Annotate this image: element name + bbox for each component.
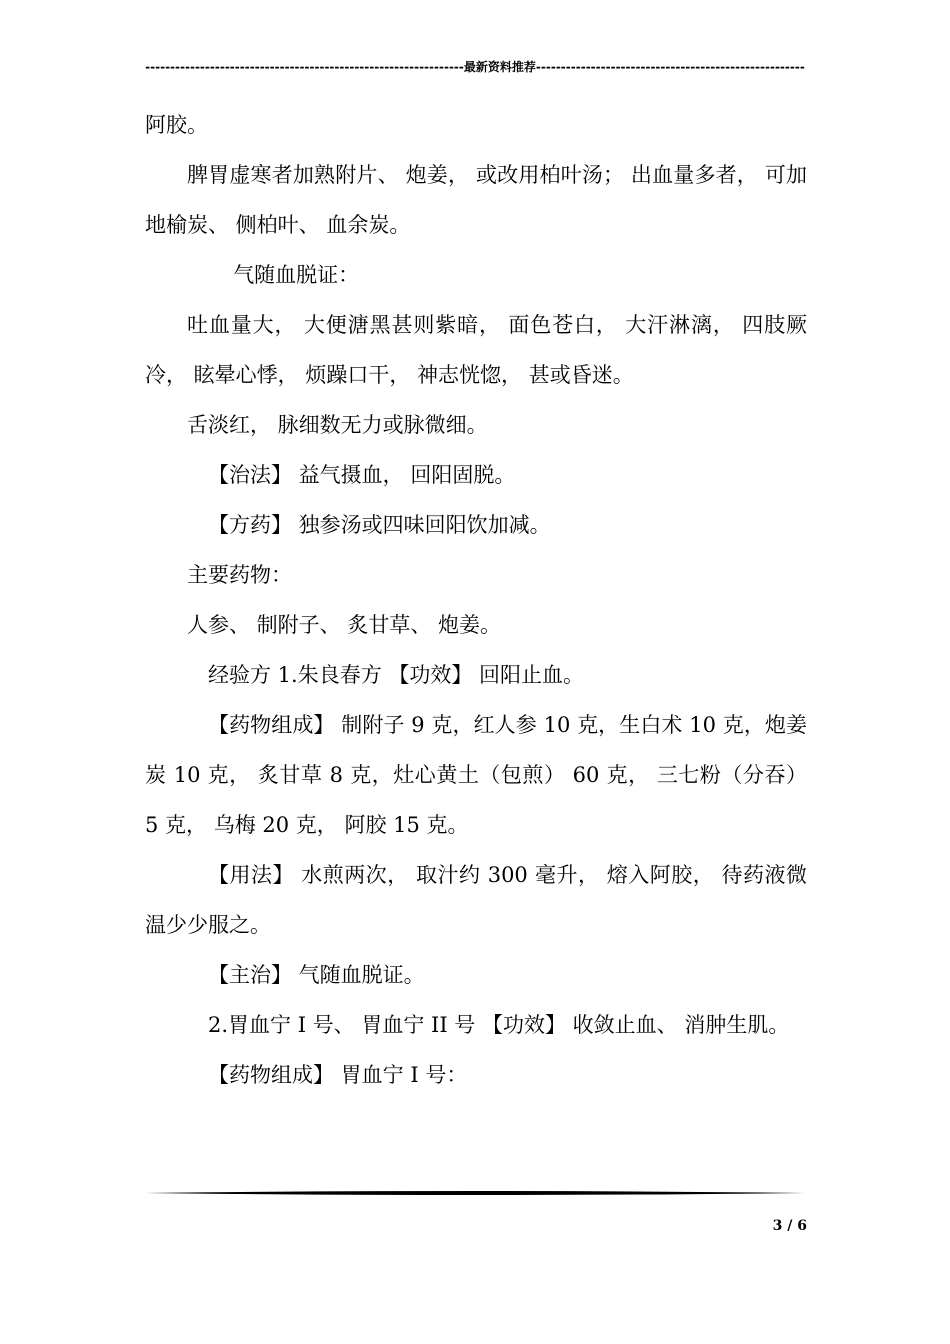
paragraph-drug-composition-1: 【药物组成】 制附子 9 克，红人参 10 克，生白术 10 克，炮姜炭 10 克， 炙甘草 8 克，灶心黄土（包煎） 60 克， 三七粉（分吞） 5 克， 乌梅 20 克， 阿胶 15 克。 — [145, 713, 807, 837]
section-heading-qi-sui-xue-tuo: 气随血脱证： — [233, 263, 360, 287]
paragraph-main-drugs-label: 主要药物： — [187, 563, 292, 587]
paragraph-usage: 【用法】 水煎两次， 取汁约 300 毫升， 熔入阿胶， 待药液微温少少服之。 — [145, 863, 807, 937]
footer-divider — [145, 1190, 805, 1196]
document-body — [145, 100, 807, 1100]
paragraph-1: 阿胶。 — [145, 113, 208, 137]
paragraph-indication: 【主治】 气随血脱证。 — [208, 963, 425, 987]
paragraph-tongue-pulse: 舌淡红， 脉细数无力或脉微细。 — [187, 413, 488, 437]
paragraph-prescription: 【方药】 独参汤或四味回阳饮加减。 — [208, 513, 551, 537]
paragraph-experience-formula-2: 2.胃血宁 I 号、 胃血宁 II 号 【功效】 收敛止血、 消肿生肌。 — [208, 1013, 790, 1037]
page-number: 3 / 6 — [772, 1218, 807, 1234]
paragraph-symptoms: 吐血量大， 大便溏黑甚则紫暗， 面色苍白， 大汗淋漓， 四肢厥冷， 眩晕心悸， 烦躁口干， 神志恍惚， 甚或昏迷。 — [145, 313, 807, 387]
paragraph-drug-composition-2: 【药物组成】 胃血宁 I 号： — [208, 1063, 468, 1087]
paragraph-main-drugs: 人参、 制附子、 炙甘草、 炮姜。 — [187, 613, 502, 637]
paragraph-2: 脾胃虚寒者加熟附片、 炮姜， 或改用柏叶汤； 出血量多者， 可加地榆炭、 侧柏叶、 血余炭。 — [145, 163, 807, 237]
page-header: ----------------------------------------------------------------最新资料推荐------------------------------------------------------ — [145, 60, 805, 74]
paragraph-experience-formula-1: 经验方 1.朱良春方 【功效】 回阳止血。 — [208, 663, 585, 687]
paragraph-treatment-method: 【治法】 益气摄血， 回阳固脱。 — [208, 463, 516, 487]
